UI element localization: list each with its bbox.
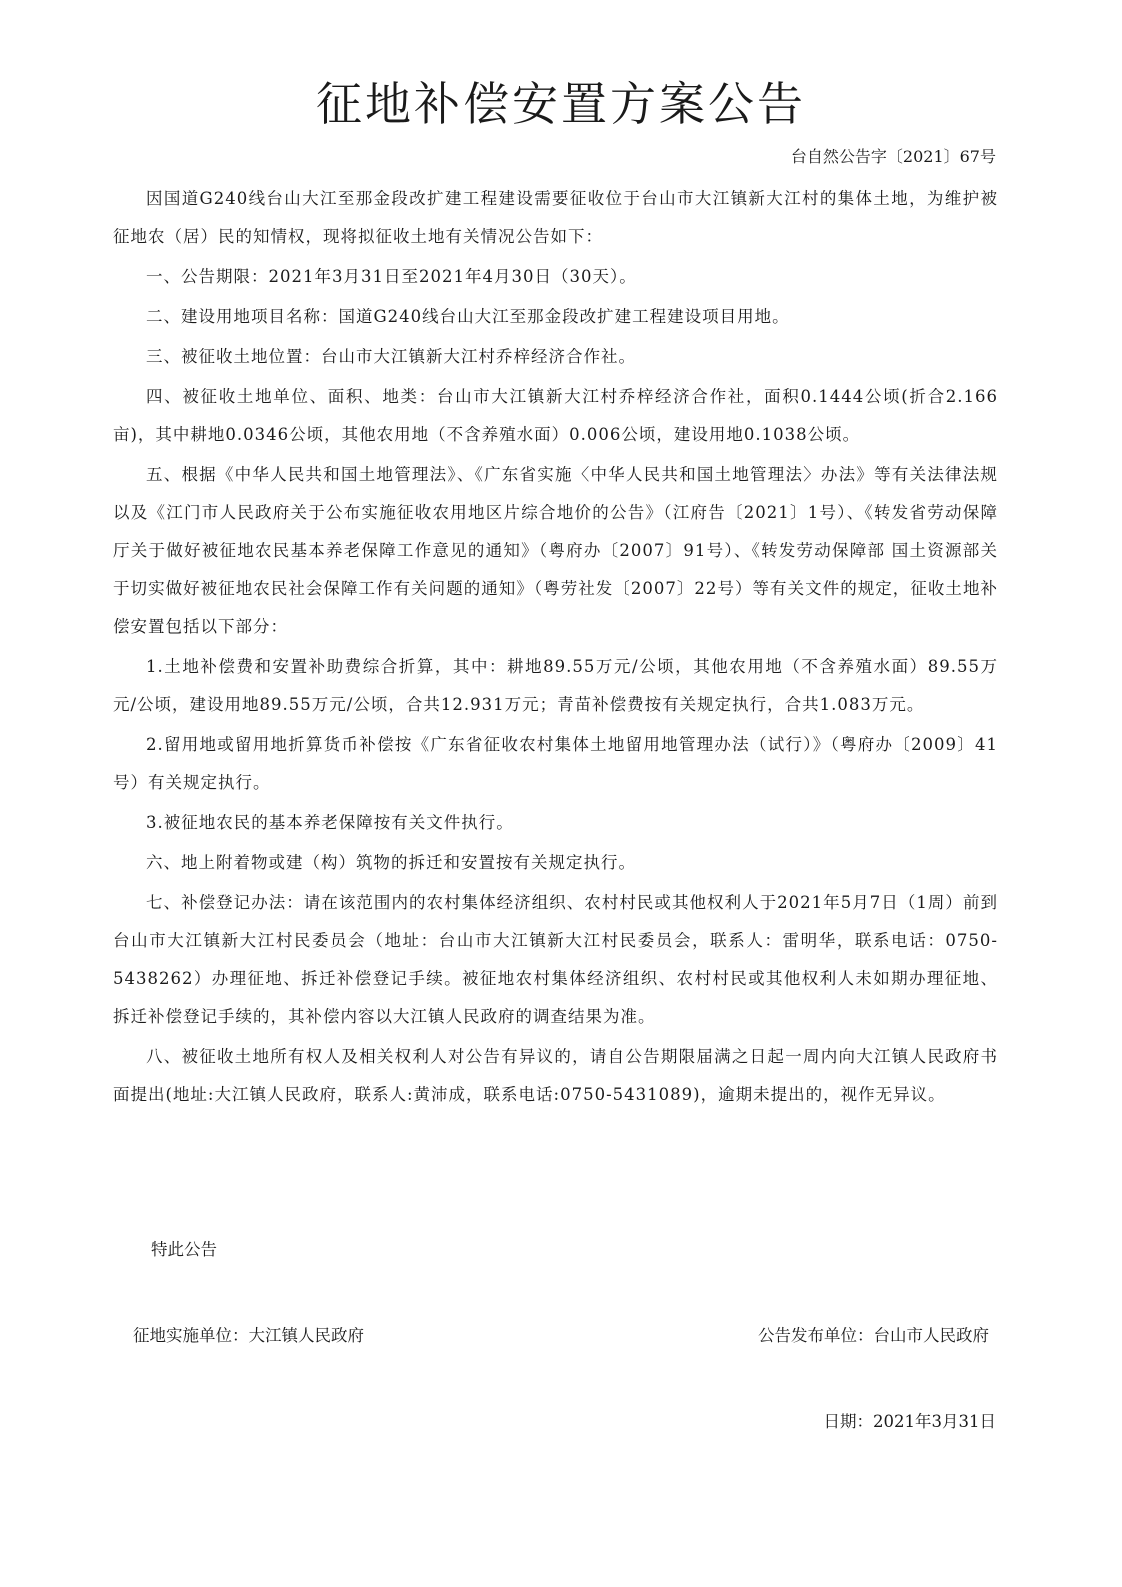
publish-date: 日期：2021年3月31日: [823, 1412, 996, 1431]
document-title: 征地补偿安置方案公告: [316, 77, 806, 131]
paragraph-5-item-1: 1.土地补偿费和安置补助费综合折算，其中：耕地89.55万元/公顷，其他农用地（不含养殖水面）89.55万元/公顷，建设用地89.55万元/公顷，合共12.931万元；青苗补偿费按有关规定执行，合共1.083万元。: [113, 657, 998, 714]
paragraph-8: 八、被征收土地所有权人及相关权利人对公告有异议的，请自公告期限届满之日起一周内向大江镇人民政府书面提出(地址:大江镇人民政府，联系人:黄沛成，联系电话:0750-5431089)，逾期未提出的，视作无异议。: [113, 1047, 998, 1104]
paragraph-5: 五、根据《中华人民共和国土地管理法》、《广东省实施〈中华人民共和国土地管理法〉办法》等有关法律法规以及《江门市人民政府关于公布实施征收农用地区片综合地价的公告》（江府告〔2021〕1号）、《转发省劳动保障厅关于做好被征地农民基本养老保障工作意见的通知》（粤府办〔2007〕91号）、《转发劳动保障部 国土资源部关于切实做好被征地农民社会保障工作有关问题的通知》（粤劳社发〔2007〕22号）等有关文件的规定，征收土地补偿安置包括以下部分：: [113, 465, 998, 636]
paragraph-7: 七、补偿登记办法：请在该范围内的农村集体经济组织、农村村民或其他权利人于2021年5月7日（1周）前到台山市大江镇新大江村民委员会（地址：台山市大江镇新大江村民委员会，联系人：雷明华，联系电话：0750-5438262）办理征地、拆迁补偿登记手续。被征地农村集体经济组织、农村村民或其他权利人未如期办理征地、拆迁补偿登记手续的，其补偿内容以大江镇人民政府的调查结果为准。: [113, 893, 998, 1026]
document-body: [113, 180, 998, 1114]
paragraph-intro: 因国道G240线台山大江至那金段改扩建工程建设需要征收位于台山市大江镇新大江村的集体土地，为维护被征地农（居）民的知情权，现将拟征收土地有关情况公告如下：: [113, 189, 998, 246]
paragraph-5-item-2: 2.留用地或留用地折算货币补偿按《广东省征收农村集体土地留用地管理办法（试行）》（粤府办〔2009〕41号）有关规定执行。: [113, 735, 998, 792]
closing-text: 特此公告: [151, 1240, 217, 1259]
document-number: 台自然公告字〔2021〕67号: [790, 147, 996, 166]
paragraph-6: 六、地上附着物或建（构）筑物的拆迁和安置按有关规定执行。: [146, 853, 636, 872]
paragraph-5-item-3: 3.被征地农民的基本养老保障按有关文件执行。: [146, 813, 514, 832]
publishing-unit: 公告发布单位：台山市人民政府: [758, 1326, 989, 1345]
paragraph-3: 三、被征收土地位置：台山市大江镇新大江村乔梓经济合作社。: [146, 347, 636, 366]
paragraph-1: 一、公告期限：2021年3月31日至2021年4月30日（30天）。: [146, 267, 637, 286]
paragraph-2: 二、建设用地项目名称：国道G240线台山大江至那金段改扩建工程建设项目用地。: [146, 307, 790, 326]
implementing-unit: 征地实施单位：大江镇人民政府: [133, 1326, 364, 1345]
paragraph-4: 四、被征收土地单位、面积、地类：台山市大江镇新大江村乔梓经济合作社，面积0.1444公顷(折合2.166亩)，其中耕地0.0346公顷，其他农用地（不含养殖水面）0.006公顷，建设用地0.1038公顷。: [113, 387, 998, 444]
